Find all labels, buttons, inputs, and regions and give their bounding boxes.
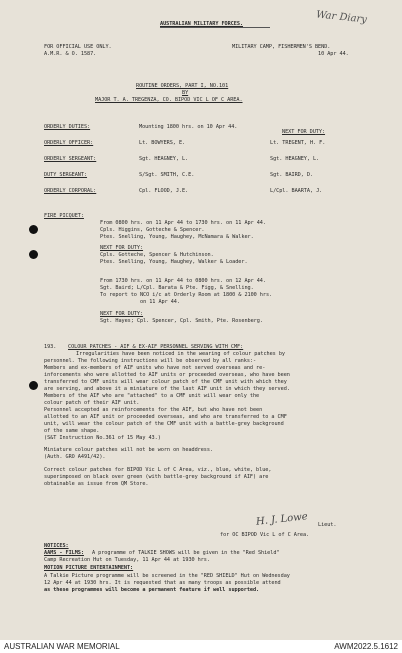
item-193-line: allotted to an AIF unit or proceeded overseas, and who are transferred to a CMF	[44, 414, 287, 420]
signature-rank: Lieut.	[318, 522, 337, 528]
item-193-line: Personnel accepted as reinforcements for the AIF, but who have not been	[44, 407, 263, 413]
punch-hole-top	[29, 225, 38, 234]
duty-current-duty-sergeant: S/Sgt. SMITH, C.E.	[139, 172, 195, 178]
orders-by: BY	[182, 90, 189, 96]
fire-picquet-next-heading: NEXT FOR DUTY:	[100, 245, 144, 251]
item-193-line: transferred to CMF units will wear colour patch of the CMF unit with which they	[44, 379, 287, 385]
films-label: AAMS - FILMS:	[44, 550, 84, 556]
item-193-heading: COLOUR PATCHES - AIF & EX-AIF PERSONNEL SERVING WITH CMF:	[68, 344, 244, 350]
duty-label-orderly-corporal: ORDERLY CORPORAL:	[44, 188, 97, 194]
fire-picquet-next2-line: Sgt. Hayes; Cpl. Spencer, Cpl. Smith, Pte. Rosenberg.	[100, 318, 263, 324]
orders-issuer: MAJOR T. A. TREGENZA, CO. BIPOD VIC L OF C AREA.	[95, 97, 243, 103]
signature-mark: H. J. Lowe	[255, 511, 309, 528]
header-right-2: 10 Apr 44.	[318, 51, 349, 57]
item-193-line: Members and ex-members of AIF units who have not served overseas and re-	[44, 365, 266, 371]
fire-picquet-heading: FIRE PICQUET:	[44, 213, 84, 219]
motion-picture-line: A Talkie Picture programme will be screened in the "RED SHIELD" Hut on Wednesday	[44, 573, 290, 579]
next-for-duty-label: NEXT FOR DUTY:	[282, 129, 326, 135]
duty-label-duty-sergeant: DUTY SERGEANT:	[44, 172, 88, 178]
item-193-para3-line: obtainable as issue from QM Store.	[44, 481, 149, 487]
archive-footer	[0, 640, 402, 653]
item-193-line: (S&T Instruction No.361 of 15 May 43.)	[44, 435, 161, 441]
orders-title: ROUTINE ORDERS, PART I, NO.101	[136, 83, 229, 89]
motion-picture-line: 12 Apr 44 at 1930 hrs. It is requested that as many troops as possible attend	[44, 580, 281, 586]
fire-picquet-next-line: Cpls. Gotteche, Spencer & Hutchinson.	[100, 252, 214, 258]
footer-institution: AUSTRALIAN WAR MEMORIAL	[4, 642, 120, 651]
duty-label-orderly-duties: ORDERLY DUTIES:	[44, 124, 91, 130]
duty-label-orderly-officer: ORDERLY OFFICER:	[44, 140, 94, 146]
duty-label-orderly-sergeant: ORDERLY SERGEANT:	[44, 156, 97, 162]
motion-picture-line: as these programmes will become a permanent feature if well supported.	[44, 587, 260, 593]
item-193-line: inforcements who were allotted to AIF units or proceeded overseas, who have been	[44, 372, 290, 378]
duty-current-orderly-duties: Mounting 1800 hrs. on 10 Apr 44.	[139, 124, 238, 130]
fire-picquet-night-line: To report to NCO i/c at Orderly Room at 1800 & 2100 hrs.	[100, 292, 273, 298]
item-193-line: colour patch of their AIF unit.	[44, 400, 140, 406]
item-193-line: of the same shape.	[44, 428, 100, 434]
duty-current-orderly-sergeant: Sgt. HEAGNEY, L.	[139, 156, 189, 162]
fire-picquet-night-line: Sgt. Baird; L/Cpl. Barata & Pte. Figg, & Snelling.	[100, 285, 254, 291]
fire-picquet-line: Cpls. Higgins, Gotteche & Spencer.	[100, 227, 205, 233]
signature-line: for OC BIPOD Vic L of C Area.	[220, 532, 310, 538]
footer-reference: AWM2022.5.1612	[334, 642, 398, 651]
item-193-line: Irregularities have been noticed in the wearing of colour patches by	[76, 351, 285, 357]
item-193-para2-line: (Auth. GRO A491/42).	[44, 454, 106, 460]
duty-next-duty-sergeant: Sgt. BAIRD, D.	[270, 172, 314, 178]
header-left-1: FOR OFFICIAL USE ONLY.	[44, 44, 112, 50]
item-193-para2-line: Miniature colour patches will not be worn on headdress.	[44, 447, 214, 453]
item-193-para3-line: superimposed on black over green (with battle-grey background if AIF) are	[44, 474, 269, 480]
fire-picquet-next2-heading: NEXT FOR DUTY:	[100, 311, 144, 317]
notices-heading: NOTICES:	[44, 543, 69, 549]
films-line: Camp Recreation Hut on Tuesday, 11 Apr 44 at 1930 hrs.	[44, 557, 210, 563]
item-193-line: Members of the AIF who are "attached" to a CMF unit will wear only the	[44, 393, 260, 399]
fire-picquet-night-line: From 1730 hrs. on 11 Apr 44 to 0800 hrs. on 12 Apr 44.	[100, 278, 266, 284]
item-193-line: are serving, and above it a miniature of the last AIF unit in which they served.	[44, 386, 290, 392]
fire-picquet-next-line: Ptes. Snelling, Young, Haughey, Walker & Loader.	[100, 259, 248, 265]
fire-picquet-line: Ptes. Snelling, Young, Haughey, McNamara & Walker.	[100, 234, 254, 240]
motion-picture-heading: MOTION PICTURE ENTERTAINMENT:	[44, 565, 134, 571]
duty-current-orderly-officer: Lt. BOWYERS, E.	[139, 140, 186, 146]
item-193-line: personnel. The following instructions will be observed by all ranks:-	[44, 358, 257, 364]
classification-heading: AUSTRALIAN MILITARY FORCES.	[160, 21, 243, 27]
header-left-2: A.M.R. & O. 1587.	[44, 51, 97, 57]
war-diary-annotation: War Diary	[315, 9, 368, 26]
punch-hole-bottom	[29, 381, 38, 390]
item-193-line: unit, will wear the colour patch of the CMF unit with a battle-grey background	[44, 421, 284, 427]
punch-hole-middle	[29, 250, 38, 259]
item-193-para3-line: Correct colour patches for BIPOD Vic L of C Area, viz., blue, white, blue,	[44, 467, 272, 473]
duty-next-orderly-officer: Lt. TREGENT, H. F.	[270, 140, 326, 146]
duty-next-orderly-corporal: L/Cpl. BAARTA, J.	[270, 188, 323, 194]
header-right-1: MILITARY CAMP, FISHERMEN'S BEND.	[232, 44, 331, 50]
heading-rule	[160, 27, 270, 28]
films-line: A programme of TALKIE SHOWS will be given in the "Red Shield"	[92, 550, 280, 556]
duty-current-orderly-corporal: Cpl. FLOOD, J.E.	[139, 188, 189, 194]
fire-picquet-night-line: on 11 Apr 44.	[140, 299, 180, 305]
item-193-number: 193.	[44, 344, 57, 350]
fire-picquet-line: From 0800 hrs. on 11 Apr 44 to 1730 hrs. on 11 Apr 44.	[100, 220, 266, 226]
duty-next-orderly-sergeant: Sgt. HEAGNEY, L.	[270, 156, 320, 162]
